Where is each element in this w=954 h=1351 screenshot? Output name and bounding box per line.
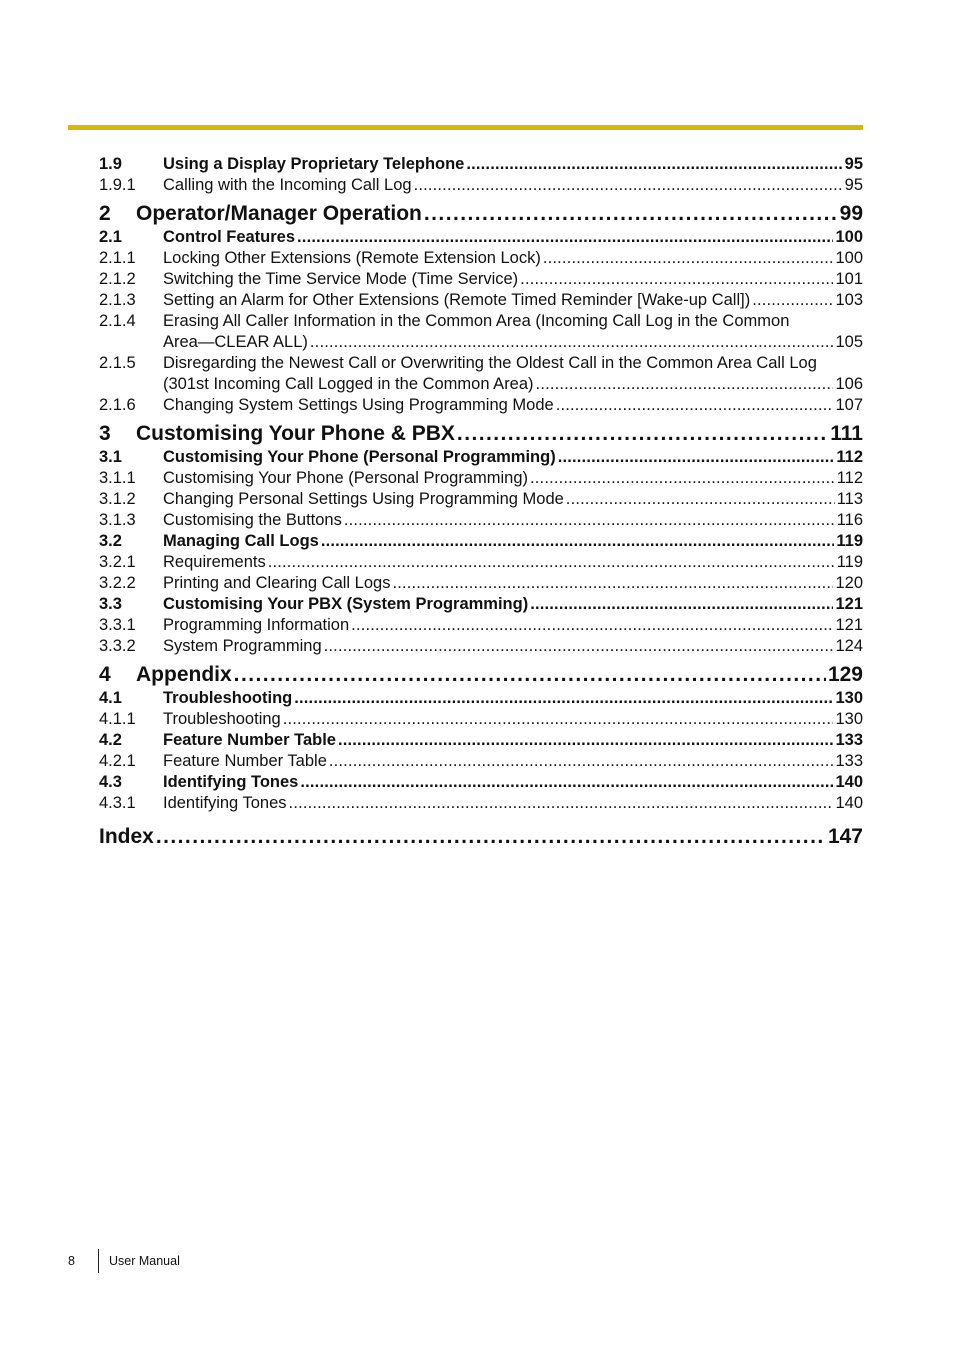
toc-subsection-entry[interactable] bbox=[99, 615, 863, 636]
toc-page-number: 140 bbox=[835, 794, 863, 812]
toc-page-number: 124 bbox=[835, 637, 863, 655]
toc-page-number: 101 bbox=[835, 270, 863, 288]
toc-subsection-entry[interactable] bbox=[99, 468, 863, 489]
toc-entry-title: Locking Other Extensions (Remote Extension Lock) bbox=[163, 249, 541, 267]
toc-entry-title: Customising Your Phone (Personal Programming) bbox=[163, 448, 556, 466]
toc-entry-number: 3.3.1 bbox=[99, 616, 136, 634]
toc-entry-number: 3.3.2 bbox=[99, 637, 136, 655]
toc-page-number: 119 bbox=[836, 532, 863, 550]
toc-subsection-entry[interactable] bbox=[99, 269, 863, 290]
toc-entry-title: Index bbox=[99, 825, 154, 848]
toc-dot-leader bbox=[556, 395, 834, 416]
toc-entry-number: 2 bbox=[99, 202, 111, 225]
toc-page-number: 111 bbox=[830, 422, 863, 445]
toc-dot-leader bbox=[536, 374, 834, 395]
toc-dot-leader bbox=[466, 154, 842, 175]
toc-section-entry[interactable] bbox=[99, 154, 863, 175]
toc-dot-leader bbox=[234, 662, 826, 688]
toc-dot-leader bbox=[424, 201, 838, 227]
toc-page-number: 112 bbox=[836, 448, 863, 466]
toc-entry-number: 2.1.6 bbox=[99, 396, 136, 414]
toc-dot-leader bbox=[752, 290, 833, 311]
toc-dot-leader bbox=[558, 447, 835, 468]
toc-entry-title: Printing and Clearing Call Logs bbox=[163, 574, 391, 592]
toc-section-entry[interactable] bbox=[99, 772, 863, 793]
toc-subsection-entry[interactable] bbox=[99, 510, 863, 531]
toc-page-number: 120 bbox=[835, 574, 863, 592]
toc-page-number: 130 bbox=[835, 710, 863, 728]
toc-section-entry[interactable] bbox=[99, 531, 863, 552]
toc-entry-number: 4.3.1 bbox=[99, 794, 136, 812]
toc-subsection-entry[interactable] bbox=[99, 636, 863, 657]
toc-subsection-entry[interactable] bbox=[99, 552, 863, 573]
toc-dot-leader bbox=[324, 636, 834, 657]
toc-page-number: 119 bbox=[836, 553, 863, 571]
toc-entry-number: 3 bbox=[99, 422, 111, 445]
toc-entry-number: 3.1 bbox=[99, 448, 122, 466]
toc-subsection-entry[interactable] bbox=[99, 353, 863, 395]
toc-subsection-entry[interactable] bbox=[99, 573, 863, 594]
toc-entry-title: Customising Your Phone & PBX bbox=[136, 422, 455, 445]
toc-entry-number: 1.9 bbox=[99, 155, 122, 173]
toc-entry-number: 4.1.1 bbox=[99, 710, 136, 728]
toc-chapter-entry[interactable] bbox=[99, 201, 863, 227]
toc-entry-number: 3.3 bbox=[99, 595, 122, 613]
toc-page-number: 121 bbox=[835, 595, 863, 613]
toc-dot-leader bbox=[520, 269, 833, 290]
toc-entry-number: 4.3 bbox=[99, 773, 122, 791]
toc-section-entry[interactable] bbox=[99, 730, 863, 751]
toc-subsection-entry[interactable] bbox=[99, 395, 863, 416]
toc-entry-number: 1.9.1 bbox=[99, 176, 136, 194]
toc-page-number: 100 bbox=[835, 228, 863, 246]
toc-page-number: 100 bbox=[835, 249, 863, 267]
toc-dot-leader bbox=[566, 489, 835, 510]
toc-chapter-entry[interactable] bbox=[99, 662, 863, 688]
toc-page-number: 107 bbox=[835, 396, 863, 414]
toc-entry-number: 4.1 bbox=[99, 689, 122, 707]
toc-page-number: 116 bbox=[836, 511, 863, 529]
toc-page-number: 129 bbox=[827, 663, 863, 686]
toc-page-number: 99 bbox=[839, 202, 863, 225]
toc-subsection-entry[interactable] bbox=[99, 709, 863, 730]
toc-subsection-entry[interactable] bbox=[99, 751, 863, 772]
toc-dot-leader bbox=[351, 615, 833, 636]
page-number: 8 bbox=[68, 1254, 75, 1268]
toc-entry-title: Customising Your Phone (Personal Programming) bbox=[163, 469, 529, 487]
toc-section-entry[interactable] bbox=[99, 227, 863, 248]
toc-dot-leader bbox=[289, 793, 834, 814]
toc-entry-title: Erasing All Caller Information in the Common Area (Incoming Call Log in the Common bbox=[163, 312, 790, 330]
toc-entry-title: Changing Personal Settings Using Programming Mode bbox=[163, 490, 564, 508]
toc-entry-title: Control Features bbox=[163, 228, 296, 246]
toc-section-entry[interactable] bbox=[99, 447, 863, 468]
toc-dot-leader bbox=[457, 421, 828, 447]
toc-entry-number: 3.2 bbox=[99, 532, 122, 550]
toc-entry-number: 3.1.3 bbox=[99, 511, 136, 529]
toc-entry-title: (301st Incoming Call Logged in the Common Area) bbox=[163, 375, 534, 393]
toc-subsection-entry[interactable] bbox=[99, 175, 863, 196]
toc-page-number: 95 bbox=[844, 155, 863, 173]
toc-entry-title: Changing System Settings Using Programming Mode bbox=[163, 396, 554, 414]
toc-subsection-entry[interactable] bbox=[99, 793, 863, 814]
toc-dot-leader bbox=[297, 227, 833, 248]
toc-entry-number: 2.1.2 bbox=[99, 270, 136, 288]
toc-entry-number: 3.1.2 bbox=[99, 490, 136, 508]
toc-dot-leader bbox=[543, 248, 834, 269]
toc-entry-title: Requirements bbox=[163, 553, 266, 571]
toc-index-entry[interactable] bbox=[99, 824, 863, 850]
toc-page-number: 140 bbox=[835, 773, 863, 791]
footer-divider bbox=[98, 1249, 99, 1273]
toc-dot-leader bbox=[530, 594, 833, 615]
toc-entry-title: System Programming bbox=[163, 637, 322, 655]
toc-entry-title: Programming Information bbox=[163, 616, 350, 634]
toc-page-number: 147 bbox=[827, 825, 863, 848]
toc-page-number: 95 bbox=[844, 176, 863, 194]
toc-entry-number: 3.2.2 bbox=[99, 574, 136, 592]
toc-entry-title: Calling with the Incoming Call Log bbox=[163, 176, 412, 194]
toc-page-number: 105 bbox=[835, 333, 863, 351]
toc-dot-leader bbox=[329, 751, 834, 772]
toc-entry-number: 3.1.1 bbox=[99, 469, 136, 487]
toc-section-entry[interactable] bbox=[99, 594, 863, 615]
toc-dot-leader bbox=[156, 824, 826, 850]
toc-entry-title: Feature Number Table bbox=[163, 731, 336, 749]
toc-entry-title: Troubleshooting bbox=[163, 710, 281, 728]
toc-page-number: 112 bbox=[836, 469, 863, 487]
toc-entry-title: Feature Number Table bbox=[163, 752, 327, 770]
manual-title: User Manual bbox=[109, 1254, 180, 1268]
toc-dot-leader bbox=[294, 688, 833, 709]
toc-dot-leader bbox=[283, 709, 834, 730]
toc-entry-title: Managing Call Logs bbox=[163, 532, 319, 550]
toc-page-number: 106 bbox=[835, 375, 863, 393]
toc-subsection-entry[interactable] bbox=[99, 248, 863, 269]
toc-entry-number: 2.1 bbox=[99, 228, 122, 246]
toc-dot-leader bbox=[392, 573, 833, 594]
toc-dot-leader bbox=[414, 175, 843, 196]
toc-page-number: 121 bbox=[835, 616, 863, 634]
toc-entry-title: Disregarding the Newest Call or Overwriting the Oldest Call in the Common Area Call Log bbox=[163, 354, 817, 372]
toc-dot-leader bbox=[321, 531, 835, 552]
toc-entry-number: 3.2.1 bbox=[99, 553, 136, 571]
toc-page-number: 133 bbox=[835, 752, 863, 770]
toc-section-entry[interactable] bbox=[99, 688, 863, 709]
toc-subsection-entry[interactable] bbox=[99, 489, 863, 510]
toc-dot-leader bbox=[530, 468, 835, 489]
toc-entry-number: 2.1.4 bbox=[99, 312, 136, 330]
toc-dot-leader bbox=[300, 772, 833, 793]
toc-dot-leader bbox=[310, 332, 834, 353]
toc-entry-number: 2.1.3 bbox=[99, 291, 136, 309]
toc-subsection-entry[interactable] bbox=[99, 290, 863, 311]
toc-entry-number: 4.2 bbox=[99, 731, 122, 749]
table-of-contents bbox=[99, 154, 863, 850]
toc-entry-number: 4 bbox=[99, 663, 111, 686]
toc-entry-number: 2.1.5 bbox=[99, 354, 136, 372]
toc-chapter-entry[interactable] bbox=[99, 421, 863, 447]
toc-page-number: 133 bbox=[835, 731, 863, 749]
toc-entry-title: Area—CLEAR ALL) bbox=[163, 333, 308, 351]
toc-entry-title: Appendix bbox=[136, 663, 232, 686]
toc-entry-title: Switching the Time Service Mode (Time Service) bbox=[163, 270, 519, 288]
page-footer bbox=[68, 1249, 180, 1273]
toc-entry-title: Troubleshooting bbox=[163, 689, 293, 707]
toc-dot-leader bbox=[338, 730, 833, 751]
toc-page-number: 103 bbox=[835, 291, 863, 309]
toc-entry-title: Customising the Buttons bbox=[163, 511, 342, 529]
toc-entry-number: 4.2.1 bbox=[99, 752, 136, 770]
toc-entry-title: Identifying Tones bbox=[163, 773, 299, 791]
toc-entry-title: Identifying Tones bbox=[163, 794, 287, 812]
toc-dot-leader bbox=[344, 510, 835, 531]
toc-entry-title: Operator/Manager Operation bbox=[136, 202, 422, 225]
toc-entry-title: Customising Your PBX (System Programming) bbox=[163, 595, 529, 613]
toc-entry-title: Using a Display Proprietary Telephone bbox=[163, 155, 465, 173]
toc-page-number: 130 bbox=[835, 689, 863, 707]
toc-dot-leader bbox=[268, 552, 835, 573]
toc-entry-number: 2.1.1 bbox=[99, 249, 136, 267]
toc-subsection-entry[interactable] bbox=[99, 311, 863, 353]
toc-entry-title: Setting an Alarm for Other Extensions (Remote Timed Reminder [Wake-up Call]) bbox=[163, 291, 751, 309]
toc-page-number: 113 bbox=[836, 490, 863, 508]
header-accent-bar bbox=[68, 125, 863, 130]
